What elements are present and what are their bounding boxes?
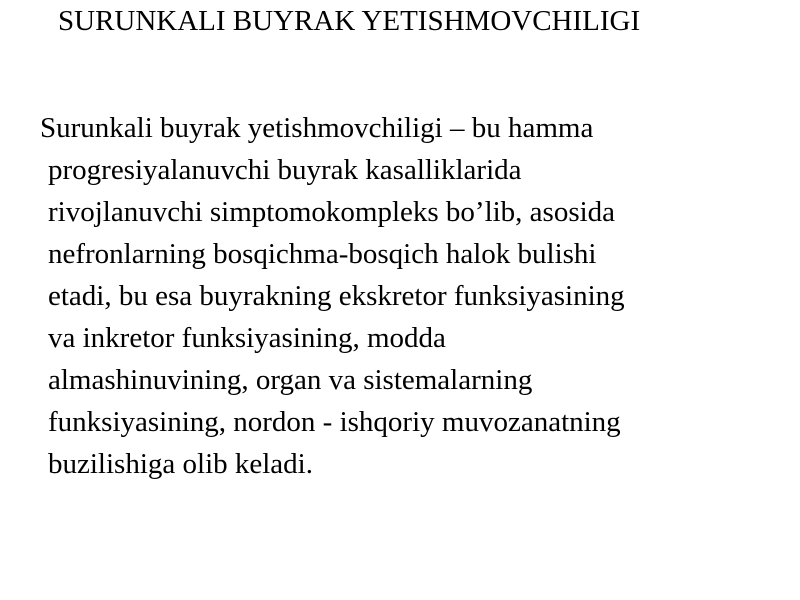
body-line: almashinuvining, organ va sistemalarning <box>48 364 533 396</box>
body-line: va inkretor funksiyasining, modda <box>48 322 446 354</box>
slide-title: SURUNKALI BUYRAK YETISHMOVCHILIGI <box>58 5 641 37</box>
body-line: buzilishiga olib keladi. <box>48 448 313 480</box>
body-line: progresiyalanuvchi buyrak kasalliklarida <box>48 154 522 186</box>
body-line: nefronlarning bosqichma-bosqich halok bulishi <box>48 238 597 270</box>
body-line: rivojlanuvchi simptomokompleks bo’lib, asosida <box>48 196 616 228</box>
body-line: funksiyasining, nordon - ishqoriy muvozanatning <box>48 406 621 438</box>
body-line: Surunkali buyrak yetishmovchiligi – bu hamma <box>40 112 594 144</box>
body-line: etadi, bu esa buyrakning ekskretor funksiyasining <box>48 280 625 312</box>
slide-body <box>40 107 788 485</box>
